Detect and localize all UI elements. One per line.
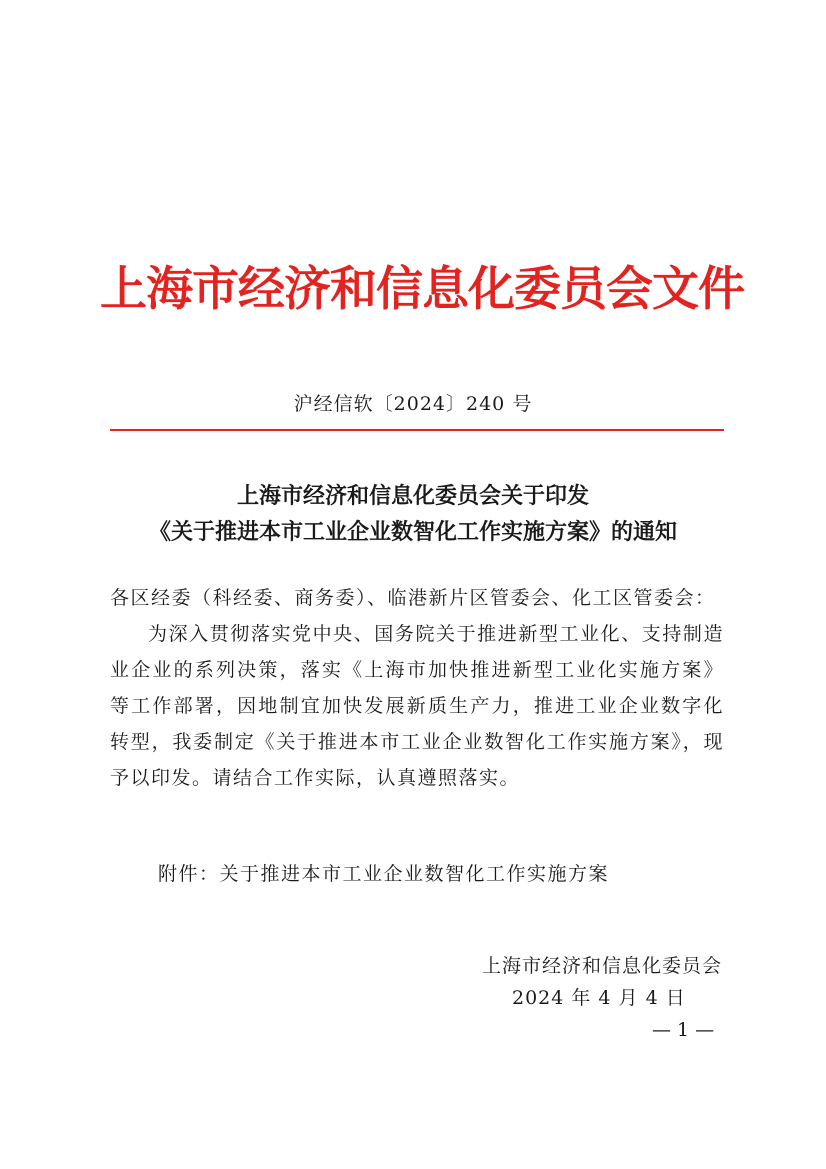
body-paragraph: 为深入贯彻落实党中央、国务院关于推进新型工业化、支持制造业企业的系列决策，落实《上海市加快推进新型工业化实施方案》等工作部署，因地制宜加快发展新质生产力，推进工业企业数字化转型，我委制定《关于推进本市工业企业数智化工作实施方案》，现予以印发。请结合工作实际，认真遵照落实。 bbox=[110, 623, 724, 789]
issuer-masthead: 上海市经济和信息化委员会文件 bbox=[100, 262, 744, 317]
notice-title-line-1: 上海市经济和信息化委员会关于印发 bbox=[236, 483, 589, 509]
document-number: 沪经信软〔2024〕240 号 bbox=[293, 393, 533, 415]
attachment-line: 附件：关于推进本市工业企业数智化工作实施方案 bbox=[158, 863, 610, 885]
page-number: — 1 — bbox=[652, 1019, 715, 1041]
notice-title-line-2: 《关于推进本市工业企业数智化工作实施方案》的通知 bbox=[148, 519, 677, 545]
notice-title bbox=[100, 478, 726, 550]
salutation: 各区经委（科经委、商务委）、临港新片区管委会、化工区管委会： bbox=[110, 587, 716, 609]
red-divider-line bbox=[110, 429, 724, 431]
signatory: 上海市经济和信息化委员会 bbox=[481, 955, 722, 977]
issue-date: 2024 年 4 月 4 日 bbox=[512, 987, 686, 1009]
